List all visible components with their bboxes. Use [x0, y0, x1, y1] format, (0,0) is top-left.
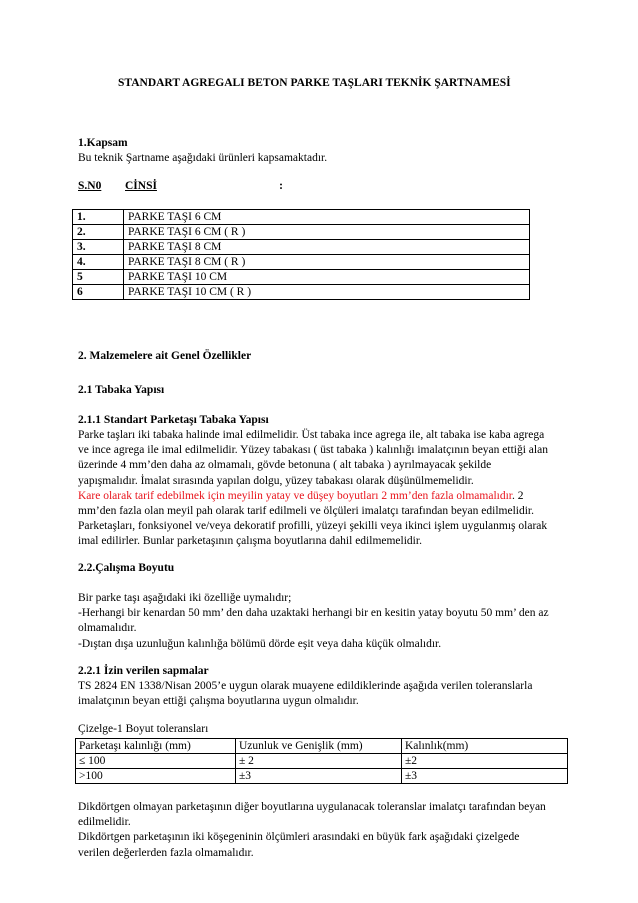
item-name: PARKE TAŞI 6 CM	[124, 210, 530, 225]
red-requirement-text: Kare olarak tarif edebilmek için meyilin yatay ve düşey boyutları 2 mm’den fazla olmamalıdır	[78, 489, 512, 502]
section-text-kapsam: Bu teknik Şartname aşağıdaki ürünleri kapsamaktadır.	[78, 152, 328, 164]
tolerance-table	[75, 738, 568, 784]
paragraph-line: Bir parke taşı aşağıdaki iki özelliğe uymalıdır;	[78, 592, 292, 604]
paragraph-line: Dikdörtgen olmayan parketaşının diğer boyutlarına uygulanacak toleranslar imalatçı tarafından beyan	[78, 801, 546, 813]
item-name: PARKE TAŞI 10 CM	[124, 270, 530, 285]
tolerance-cell: ±2	[402, 754, 568, 769]
tolerance-header-cell: Uzunluk ve Genişlik (mm)	[236, 739, 402, 754]
items-header-no: S.N0	[78, 180, 102, 192]
items-table-row	[73, 225, 530, 240]
paragraph-line-red	[78, 489, 618, 504]
section-heading-sapmalar: 2.2.1 İzin verilen sapmalar	[78, 665, 209, 677]
item-name: PARKE TAŞI 6 CM ( R )	[124, 225, 530, 240]
paragraph-line: -Dıştan dışa uzunluğun kalınlığa bölümü dörde eşit veya daha küçük olmalıdır.	[78, 637, 442, 650]
tolerance-caption: Çizelge-1 Boyut toleransları	[78, 723, 209, 735]
item-number: 5	[73, 270, 124, 285]
paragraph-line: Parke taşları iki tabaka halinde imal edilmelidir. Üst tabaka ince agrega ile, alt tabaka ise kaba agrega	[78, 429, 545, 441]
paragraph-line: mm’den fazla olan meyil pah olarak tarif edilmeli ve ölçüleri imalatçı tarafından beyan edilmelidir.	[78, 505, 534, 518]
red-requirement-suffix: . 2	[511, 489, 524, 502]
paragraph-line: ve ince agrega ile imal edilmelidir. Yüzey tabakası ( üst tabaka ) kalınlığı imalatçının beyan ettiği alan	[78, 444, 548, 457]
section-heading-malzemeler: 2. Malzemelere ait Genel Özellikler	[78, 350, 252, 362]
item-number: 1.	[73, 210, 124, 225]
tolerance-cell: ±3	[402, 769, 568, 784]
paragraph-closing	[78, 800, 618, 861]
document-title: STANDART AGREGALI BETON PARKE TAŞLARI TEKNİK ŞARTNAMESİ	[118, 77, 511, 89]
tolerance-header-row	[76, 739, 568, 754]
items-table-row	[73, 210, 530, 225]
paragraph-line: imal edilirler. Bunlar parketaşının çalışma boyutlarına dahil edilmemelidir.	[78, 535, 422, 548]
paragraph-line: üzerinde 4 mm’den daha az olmamalı, gövde betonuna ( alt tabaka ) ayrılmayacak şekilde	[78, 459, 492, 472]
section-heading-standart-tabaka: 2.1.1 Standart Parketaşı Tabaka Yapısı	[78, 414, 269, 426]
tolerance-cell: ≤ 100	[76, 754, 236, 769]
section-heading-kapsam: 1.Kapsam	[78, 137, 128, 149]
paragraph-line: yapışmalıdır. İmalat sırasında yapılan dolgu, yüzey tabakası olarak düşünülmemelidir.	[78, 474, 474, 487]
item-name: PARKE TAŞI 10 CM ( R )	[124, 285, 530, 300]
tolerance-row	[76, 769, 568, 784]
items-header-name-label: CİNSİ	[125, 180, 157, 192]
items-table-row	[73, 285, 530, 300]
items-table-row	[73, 255, 530, 270]
item-number: 2.	[73, 225, 124, 240]
items-table-row	[73, 240, 530, 255]
item-number: 6	[73, 285, 124, 300]
paragraph-line: verilen değerlerden fazla olmamalıdır.	[78, 846, 254, 859]
paragraph-line: edilmelidir.	[78, 816, 131, 829]
tolerance-cell: ±3	[236, 769, 402, 784]
tolerance-row	[76, 754, 568, 769]
section-heading-tabaka: 2.1 Tabaka Yapısı	[78, 384, 165, 396]
paragraph-line: -Herhangi bir kenardan 50 mm’ den daha uzaktaki herhangi bir en kesitin yatay boyutu 50 mm’ den az	[78, 607, 549, 620]
paragraph-tabaka	[78, 428, 618, 550]
paragraph-line: TS 2824 EN 1338/Nisan 2005’e uygun olarak muayene edildiklerinde aşağıda verilen toleranslarla	[78, 680, 533, 692]
paragraph-line: Dikdörtgen parketaşının iki köşegeninin ölçümleri arasındaki en büyük fark aşağıdaki çizelgede	[78, 831, 520, 844]
paragraph-sapmalar	[78, 679, 618, 709]
items-table	[72, 209, 530, 300]
paragraph-line: olmamalıdır.	[78, 622, 137, 635]
items-table-row	[73, 270, 530, 285]
tolerance-cell: >100	[76, 769, 236, 784]
item-number: 3.	[73, 240, 124, 255]
paragraph-line: imalatçının beyan ettiği çalışma boyutlarına uygun olmalıdır.	[78, 695, 359, 708]
paragraph-calisma-boyutu	[78, 591, 618, 652]
tolerance-cell: ± 2	[236, 754, 402, 769]
section-heading-calisma-boyutu: 2.2.Çalışma Boyutu	[78, 562, 175, 574]
tolerance-header-cell: Parketaşı kalınlığı (mm)	[76, 739, 236, 754]
item-name: PARKE TAŞI 8 CM	[124, 240, 530, 255]
item-name: PARKE TAŞI 8 CM ( R )	[124, 255, 530, 270]
items-header-colon: :	[279, 180, 283, 192]
item-number: 4.	[73, 255, 124, 270]
items-header-name	[125, 180, 283, 192]
tolerance-header-cell: Kalınlık(mm)	[402, 739, 568, 754]
paragraph-line: Parketaşları, fonksiyonel ve/veya dekoratif profilli, yüzeyi şekilli veya ikinci işlem uygulanmış olarak	[78, 520, 548, 533]
